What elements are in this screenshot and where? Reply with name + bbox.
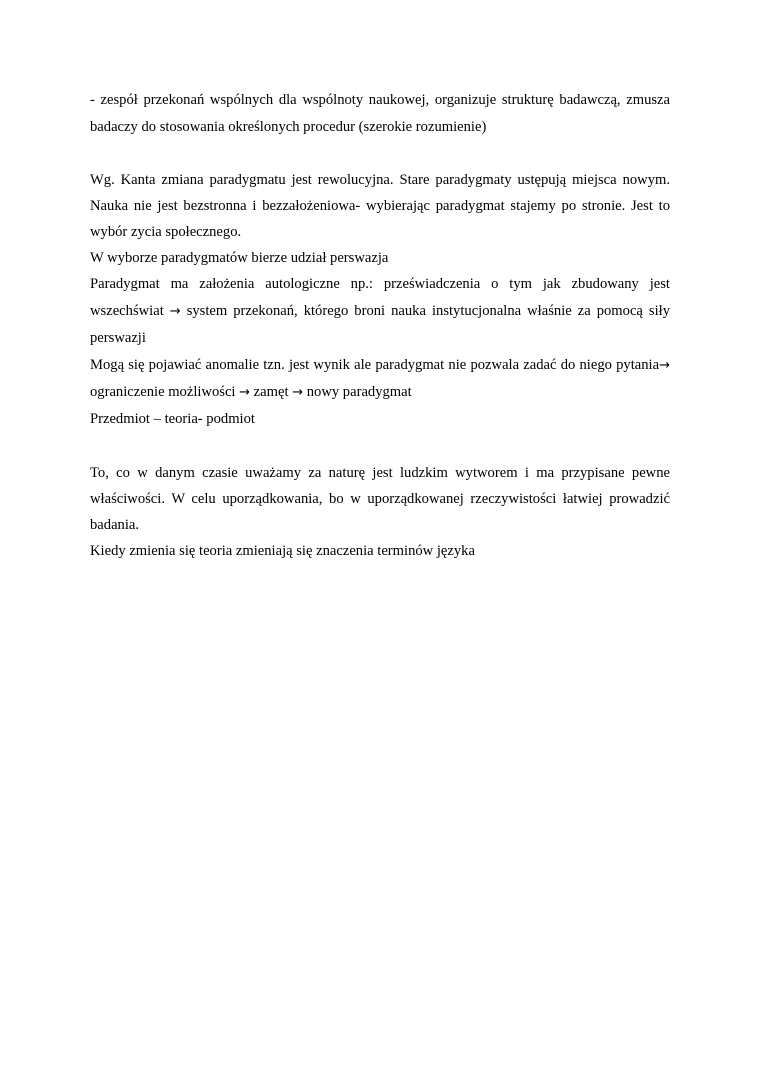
paragraph-assumptions-text-2: system przekonań, którego broni nauka instytucjonalna właśnie za pomocą siły perswazji <box>90 303 670 346</box>
paragraph-assumptions <box>90 271 670 352</box>
paragraph-theory-language: Kiedy zmienia się teoria zmieniają się znaczenia terminów języka <box>90 543 475 559</box>
arrow-right-icon: → <box>292 385 304 400</box>
paragraph-anomalies-text-2: ograniczenie możliwości <box>90 384 240 400</box>
paragraph-spacer <box>90 433 670 460</box>
paragraph-anomalies <box>90 352 670 406</box>
paragraph-anomalies-text-4: nowy paradygmat <box>303 384 412 400</box>
document-body <box>90 87 670 564</box>
paragraph-definition: - zespół przekonań wspólnych dla wspólnoty naukowej, organizuje strukturę badawczą, zmusza badaczy do stosowania określonych procedur (szerokie rozumienie) <box>90 92 670 135</box>
paragraph-assumptions-text-1: Paradygmat ma założenia autologiczne np.: przeświadczenia o tym jak zbudowany jest wszechświat <box>90 276 670 319</box>
paragraph-subject-object: Przedmiot – teoria- podmiot <box>90 411 255 427</box>
arrow-right-icon: → <box>659 358 670 373</box>
paragraph-spacer <box>90 141 670 167</box>
paragraph-nature: To, co w danym czasie uważamy za naturę jest ludzkim wytworem i ma przypisane pewne właściwości. W celu uporządkowania, bo w uporządkowanej rzeczywistości łatwiej prowadzić badania. <box>90 465 670 533</box>
paragraph-anomalies-text-1: Mogą się pojawiać anomalie tzn. jest wynik ale paradygmat nie pozwala zadać do niego pytania <box>90 357 660 373</box>
paragraph-kant: Wg. Kanta zmiana paradygmatu jest rewolucyjna. Stare paradygmaty ustępują miejsca nowym. Nauka nie jest bezstronna i bezzałożeniowa- wybierając paradygmat stajemy po stronie. Jest to wybór zycia społecznego. <box>90 172 670 240</box>
paragraph-persuasion: W wyborze paradygmatów bierze udział perswazja <box>90 250 389 266</box>
paragraph-anomalies-text-3: zamęt <box>250 384 293 400</box>
arrow-right-icon: → <box>169 304 181 319</box>
arrow-right-icon: → <box>239 385 251 400</box>
